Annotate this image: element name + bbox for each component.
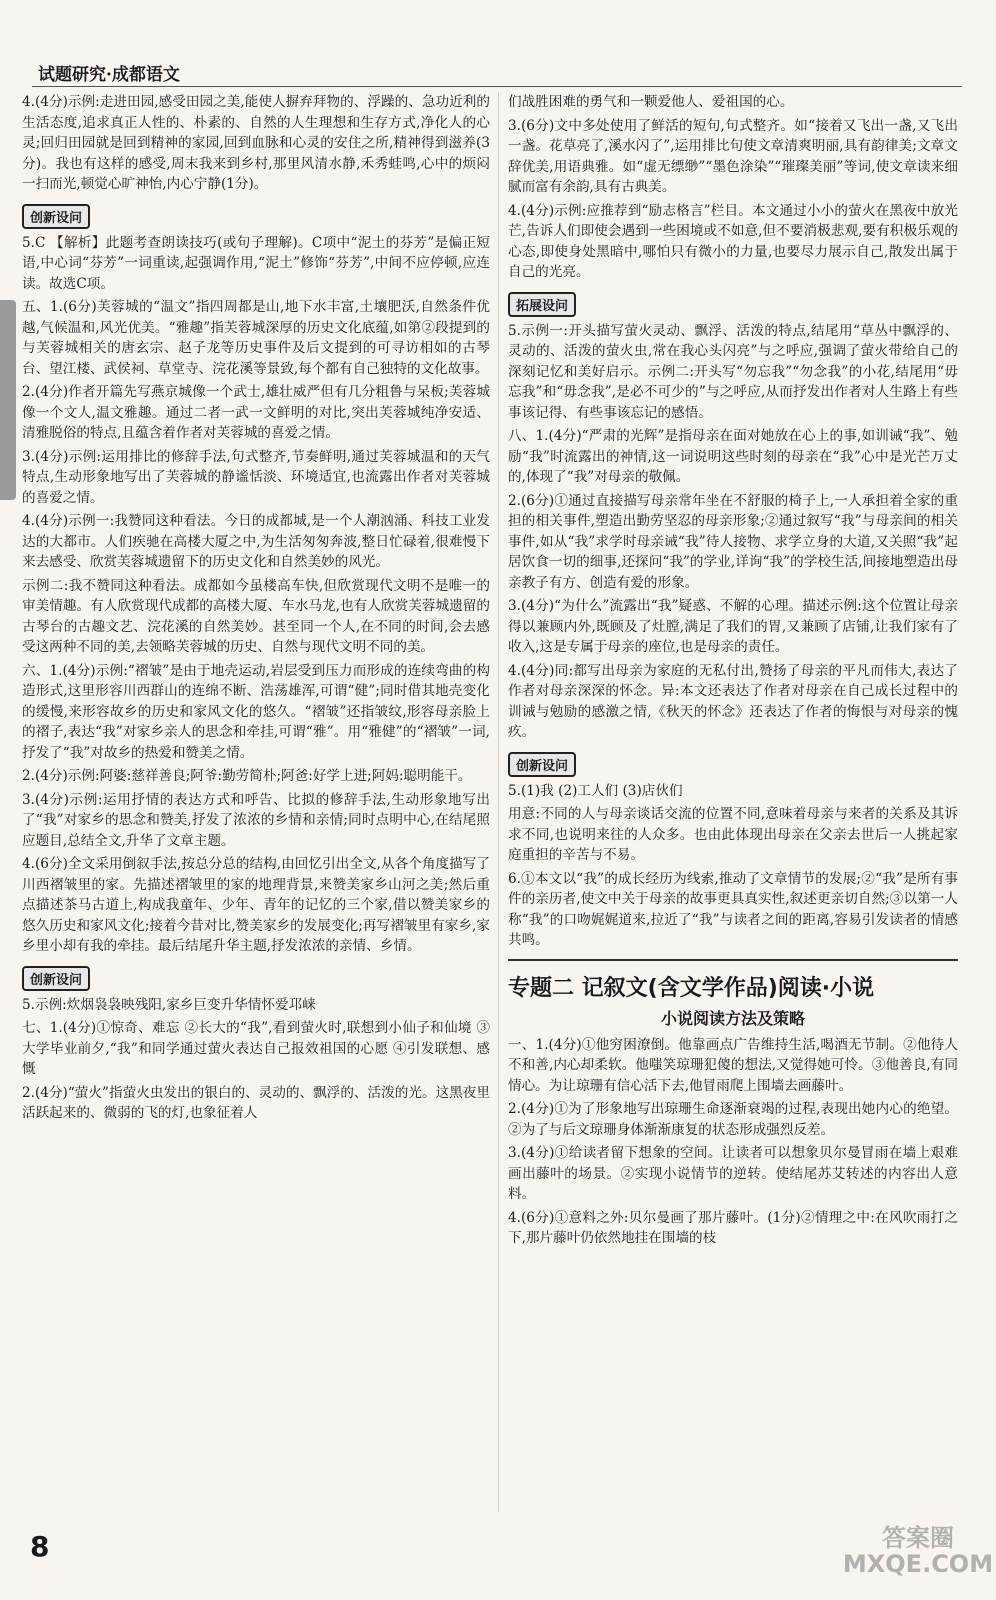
header-rule xyxy=(32,86,962,87)
answer-paragraph: 3.(4分)示例:运用抒情的表达方式和呼告、比拟的修辞手法,生动形象地写出了“我”对家乡的思念和赞美,抒发了浓浓的乡情和亲情;同时点明中心,在结尾照应题目,总结全文,升华了文章主题。 xyxy=(22,791,490,849)
answer-paragraph: 5.示例:炊烟袅袅映残阳,家乡巨变升华情怀爱邛崃 xyxy=(22,996,316,1013)
topic-subtitle: 小说阅读方法及策略 xyxy=(660,1008,805,1028)
answer-paragraph: 七、1.(4分)①惊奇、难忘 ②长大的“我”,看到萤火时,联想到小仙子和仙境 ③大学毕业前夕,“我”和同学通过萤火表达自己报效祖国的心愿 ④引发联想、感慨 xyxy=(22,1020,490,1077)
section-badge: 创新设问 xyxy=(22,204,90,229)
answer-paragraph: 们战胜困难的勇气和一颗爱他人、爱祖国的心。 xyxy=(508,94,794,110)
answer-paragraph: 3.(4分)“为什么”流露出“我”疑惑、不解的心理。描述示例:这个位置让母亲得以兼顾内外,既顾及了灶膛,满足了我们的胃,又兼顾了店铺,让我们家有了收入,这是专属于母亲的座位,也是母亲的责任。 xyxy=(508,598,958,655)
running-header: 试题研究·成都语文 xyxy=(38,65,180,85)
answer-paragraph: 4.(4分)同:都写出母亲为家庭的无私付出,赞扬了母亲的平凡而伟大,表达了作者对母亲深深的怀念。异:本文还表达了作者对母亲在自己成长过程中的训诫与勉励的感激之情,《秋天的怀念》还表达了作者的悔恨与对母亲的愧疚。 xyxy=(508,662,958,740)
answer-paragraph: 4.(4分)示例:走进田园,感受田园之美,能使人摒弃拜物的、浮躁的、急功近利的生活态度,追求真正人性的、朴素的、自然的人生理想和生存方式,净化人的心灵;回归田园就是回到精神的家园,回到血脉和心灵的安住之所,精神得到滋养(3分)。我也有这样的感受,周末我来到乡村,那里风清水静,禾秀蛙鸣,心中的烦闷一扫而光,顿觉心旷神怡,内心宁静(1分)。 xyxy=(22,94,490,192)
answer-paragraph: 2.(4分)①为了形象地写出琼珊生命逐渐衰竭的过程,表现出她内心的绝望。②为了与后文琼珊身体渐渐康复的状态形成强烈反差。 xyxy=(508,1101,958,1138)
page-number: 8 xyxy=(30,1530,50,1563)
answer-paragraph: 示例二:我不赞同这种看法。成都如今虽楼高车快,但欣赏现代文明不是唯一的审美情趣。有人欣赏现代成都的高楼大厦、车水马龙,也有人欣赏芙蓉城遗留的古琴台的古趣文艺、浣花溪的自然美妙。甚至同一个人,在不同的时间,会去感受这两种不同的美,去领略芙蓉城的历史、自然与现代文明不同的美。 xyxy=(22,577,490,655)
left-column xyxy=(22,92,490,1512)
right-column xyxy=(508,92,958,1512)
answer-paragraph: 4.(6分)①意料之外:贝尔曼画了那片藤叶。(1分)②情理之中:在风吹雨打之下,那片藤叶仍依然地挂在围墙的枝 xyxy=(508,1209,958,1246)
answer-paragraph: 2.(4分)作者开篇先写燕京城像一个武士,雄壮威严但有几分粗鲁与呆板;芙蓉城像一个文人,温文雅趣。通过二者一武一文鲜明的对比,突出芙蓉城纯净安适、清雅脱俗的特点,且蕴含着作者对芙蓉城的喜爱之情。 xyxy=(22,384,490,441)
answer-paragraph: 3.(6分)文中多处使用了鲜活的短句,句式整齐。如“接着又飞出一盏,又飞出一盏。花草亮了,溪水闪了”,运用排比句使文章清爽明丽,具有韵律美;文章文辞优美,用语典雅。如“虚无缥缈”“墨色涂染”“璀璨美丽”等词,使文章读来细腻而富有余韵,具有古典美。 xyxy=(508,117,958,195)
answer-paragraph: 3.(4分)示例:运用排比的修辞手法,句式整齐,节奏鲜明,通过芙蓉城温和的天气特点,生动形象地写出了芙蓉城的静谧恬淡、环境适宜,也流露出作者对芙蓉城的喜爱之情。 xyxy=(22,448,490,506)
section-badge: 拓展设问 xyxy=(508,292,576,317)
column-divider xyxy=(498,92,499,1512)
answer-paragraph: 4.(4分)示例一:我赞同这种看法。今日的成都城,是一个人潮汹涌、科技工业发达的大都市。人们疾驰在高楼大厦之中,为生活匆匆奔波,整日忙碌着,很难慢下来去感受、欣赏芙蓉城遗留下的历史文化和自然美妙的风光。 xyxy=(22,513,490,570)
answer-paragraph: 4.(4分)示例:应推荐到“励志格言”栏目。本文通过小小的萤火在黑夜中放光芒,告诉人们即使会遇到一些困境或不如意,但不要消极悲观,要有积极乐观的心态,即使身处黑暗中,哪怕只有微小的力量,也要尽力展示自己,散发出属于自己的光亮。 xyxy=(508,202,958,280)
section-badge: 创新设问 xyxy=(508,752,576,777)
answer-paragraph: 2.(4分)“萤火”指萤火虫发出的银白的、灵动的、飘浮的、活泼的光。这黑夜里活跃起来的、微弱的飞的灯,也象征着人 xyxy=(22,1084,490,1121)
topic-title: 专题二 记叙文(含文学作品)阅读·小说 xyxy=(508,959,958,1002)
answer-paragraph: 八、1.(4分)“严肃的光辉”是指母亲在面对她放在心上的事,如训诫“我”、勉励“我”时流露出的神情,这一词说明这些时刻的母亲在“我”心中是光芒万丈的,体现了“我”对母亲的敬佩。 xyxy=(508,428,958,485)
answer-paragraph: 5.C 【解析】此题考查朗读技巧(或句子理解)。C项中“泥土的芬芳”是偏正短语,中心词“芬芳”一词重读,起强调作用,“泥土”修饰“芬芳”,中间不应停顿,应连读。故选C项。 xyxy=(22,234,490,292)
answer-paragraph: 2.(4分)示例:阿婆:慈祥善良;阿爷:勤劳简朴;阿爸:好学上进;阿妈:聪明能干。 xyxy=(22,768,472,784)
section-badge: 创新设问 xyxy=(22,966,90,991)
answer-paragraph: 用意:不同的人与母亲谈话交流的位置不同,意味着母亲与来者的关系及其诉求不同,也说明来往的人众多。也由此体现出母亲在父亲去世后一人挑起家庭重担的辛苦与不易。 xyxy=(508,806,958,863)
answer-paragraph: 5.(1)我 (2)工人们 (3)店伙们 xyxy=(508,782,683,799)
answer-paragraph: 五、1.(6分)芙蓉城的“温文”指四周都是山,地下水丰富,土壤肥沃,自然条件优越,气候温和,风光优美。“雅趣”指芙蓉城深厚的历史文化底蕴,如第②段提到的与芙蓉城相关的唐玄宗、赵子龙等历史事件及后文提到的可寻访相如的古琴台、望江楼、武侯祠、草堂寺、浣花溪等景致,每个都有自己独特的文化故事。 xyxy=(22,299,490,377)
answer-paragraph: 3.(4分)①给读者留下想象的空间。让读者可以想象贝尔曼冒雨在墙上艰难画出藤叶的场景。②实现小说情节的逆转。使结尾苏艾转述的内容出人意料。 xyxy=(508,1145,958,1202)
answer-paragraph: 4.(6分)全文采用倒叙手法,按总分总的结构,由回忆引出全文,从各个角度描写了川西褶皱里的家。先描述褶皱里的家的地理背景,来赞美家乡山河之美;然后重点描述茶马古道上,构成我童年、少年、青年的记忆的三个家,借以赞美家乡的悠久历史和家风文化;接着今昔对比,赞美家乡的发展变化;再写褶皱里有家乡,家乡里小却有我的牵挂。最后结尾升华主题,抒发浓浓的亲情、乡情。 xyxy=(22,856,490,954)
answer-paragraph: 一、1.(4分)①他穷困潦倒。他靠画点广告维持生活,喝酒无节制。②他待人不和善,内心却柔软。他嗤笑琼珊犯傻的想法,又觉得她可怜。③他善良,有同情心。为让琼珊有信心活下去,他冒雨爬上围墙去画藤叶。 xyxy=(508,1036,958,1094)
watermark-logo: 答案圈 MXQE.COM xyxy=(842,1524,994,1578)
answer-paragraph: 5.示例一:开头描写萤火灵动、飘浮、活泼的特点,结尾用“草丛中飘浮的、灵动的、活泼的萤火虫,常在我心头闪亮”与之呼应,强调了萤火带给自己的深刻记忆和美好启示。示例二:开头写“勿忘我”“勿念我”的小花,结尾用“毋忘我”和“毋念我”,是必不可少的”与之呼应,从而抒发出作者对人生路上有些事该记得、有些事该忘记的感悟。 xyxy=(508,322,958,421)
answer-paragraph: 六、1.(4分)示例:“褶皱”是由于地壳运动,岩层受到压力而形成的连续弯曲的构造形式,这里形容川西群山的连绵不断、浩荡雄浑,可谓“健”;同时借其地壳变化的缓慢,来形容故乡的历史和家风文化的悠久。“褶皱”还指皱纹,形容母亲脸上的褶子,表达“我”对家乡亲人的思念和牵挂,可谓“雅”。用“雅健”的“褶皱”一词,抒发了“我”对故乡的热爱和赞美之情。 xyxy=(22,662,490,761)
side-tab xyxy=(0,300,16,500)
answer-paragraph: 2.(6分)①通过直接描写母亲常年坐在不舒服的椅子上,一人承担着全家的重担的相关事件,塑造出勤劳坚忍的母亲形象;②通过叙写“我”与母亲间的相关事件,如从“我”求学时母亲诫“我”待人接物、求学立身的大道,又关照“我”起居饮食一切的细事,还探问“我”的学业,详询“我”的学校生活,间接地塑造出母亲教子有方、创造有爱的形象。 xyxy=(508,492,958,591)
answer-paragraph: 6.①本文以“我”的成长经历为线索,推动了文章情节的发展;②“我”是所有事件的亲历者,使文中关于母亲的故事更具真实性,叙述更亲切自然;③以第一人称“我”的口吻娓娓道来,拉近了“我”与读者之间的距离,容易引发读者的情感共鸣。 xyxy=(508,870,958,948)
